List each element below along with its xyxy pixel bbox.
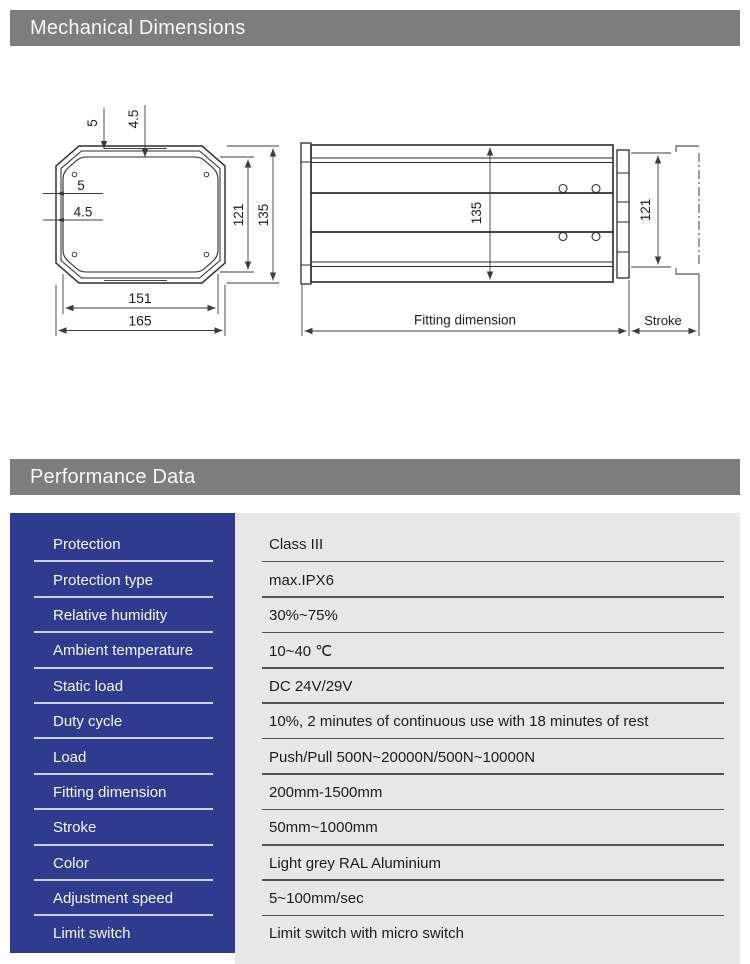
table-row xyxy=(10,810,740,845)
row-label-text: Limit switch xyxy=(53,925,131,943)
row-label xyxy=(10,704,235,739)
row-value xyxy=(235,598,740,633)
row-value xyxy=(235,775,740,810)
table-row xyxy=(10,704,740,739)
row-label xyxy=(10,775,235,810)
row-label-text: Protection xyxy=(53,536,121,554)
section-title-performance: Performance Data xyxy=(30,466,196,488)
performance-table xyxy=(10,513,740,964)
row-label-text: Fitting dimension xyxy=(53,783,167,801)
row-label xyxy=(10,916,235,951)
dim-inner-width: 151 xyxy=(128,290,152,306)
row-value-text: Limit switch with micro switch xyxy=(269,925,465,943)
row-label-text: Color xyxy=(53,854,89,872)
dim-left-wall: 5 xyxy=(77,178,85,193)
stroke-phantom-outline xyxy=(676,146,699,336)
row-value xyxy=(235,527,740,562)
row-value-text: DC 24V/29V xyxy=(269,677,353,695)
side-view-body xyxy=(301,143,699,336)
row-label-text: Relative humidity xyxy=(53,606,168,624)
row-value xyxy=(235,881,740,916)
dim-stroke-label: Stroke xyxy=(644,313,682,328)
row-label xyxy=(10,562,235,597)
section-header-mechanical xyxy=(10,10,740,46)
row-value xyxy=(235,916,740,951)
table-row xyxy=(10,669,740,704)
row-label xyxy=(10,527,235,562)
dim-top-inner-wall: 4.5 xyxy=(126,109,141,129)
row-label-text: Adjustment speed xyxy=(53,890,174,908)
row-value xyxy=(235,704,740,739)
row-label-text: Static load xyxy=(53,677,124,695)
side-view-dimension-lines xyxy=(302,148,697,337)
row-label xyxy=(10,846,235,881)
row-value-text: 5~100mm/sec xyxy=(269,890,364,908)
dim-body-height: 135 xyxy=(469,201,484,225)
side-view-drawing xyxy=(301,143,699,336)
row-label-text: Ambient temperature xyxy=(53,642,194,660)
dim-left-inner-wall: 4.5 xyxy=(73,204,93,220)
section-title-mechanical: Mechanical Dimensions xyxy=(30,17,246,39)
dim-outer-width: 165 xyxy=(128,312,152,329)
row-label xyxy=(10,633,235,668)
row-value-text: 10~40 ℃ xyxy=(269,642,333,660)
table-row xyxy=(10,633,740,668)
row-value-text: 10%, 2 minutes of continuous use with 18 minutes of rest xyxy=(269,713,649,731)
row-label xyxy=(10,810,235,845)
row-label xyxy=(10,669,235,704)
dim-outer-height: 135 xyxy=(256,203,271,227)
table-row xyxy=(10,881,740,916)
side-view-dimension-labels xyxy=(414,199,682,328)
row-label xyxy=(10,739,235,774)
section-header-performance xyxy=(10,459,740,495)
row-value xyxy=(235,562,740,597)
row-value xyxy=(235,810,740,845)
row-value-text: Class III xyxy=(269,536,324,554)
row-value xyxy=(235,846,740,881)
dim-top-wall: 5 xyxy=(85,119,100,127)
row-value xyxy=(235,669,740,704)
row-value-text: 200mm-1500mm xyxy=(269,783,383,801)
row-label-text: Duty cycle xyxy=(53,713,123,731)
table-row xyxy=(10,527,740,562)
cross-section-dimension-labels xyxy=(74,110,271,329)
row-value-text: max.IPX6 xyxy=(269,571,335,589)
table-row xyxy=(10,562,740,597)
row-label xyxy=(10,598,235,633)
table-row xyxy=(10,739,740,774)
row-label xyxy=(10,881,235,916)
table-rows xyxy=(10,527,740,952)
row-value-text: Light grey RAL Aluminium xyxy=(269,854,442,872)
dim-inner-height: 121 xyxy=(231,203,246,227)
dim-end-height: 121 xyxy=(638,198,653,222)
row-label-text: Stroke xyxy=(53,819,97,837)
cross-section-drawing xyxy=(43,105,279,336)
table-row xyxy=(10,846,740,881)
row-value-text: 50mm~1000mm xyxy=(269,819,378,837)
row-value xyxy=(235,633,740,668)
table-row xyxy=(10,916,740,951)
dim-fitting-label: Fitting dimension xyxy=(413,312,517,328)
table-row xyxy=(10,598,740,633)
row-label-text: Load xyxy=(53,748,87,766)
row-value-text: Push/Pull 500N~20000N/500N~10000N xyxy=(269,748,536,766)
table-row xyxy=(10,775,740,810)
technical-drawings xyxy=(0,95,750,345)
row-label-text: Protection type xyxy=(53,571,154,589)
row-value xyxy=(235,739,740,774)
row-value-text: 30%~75% xyxy=(269,606,338,624)
